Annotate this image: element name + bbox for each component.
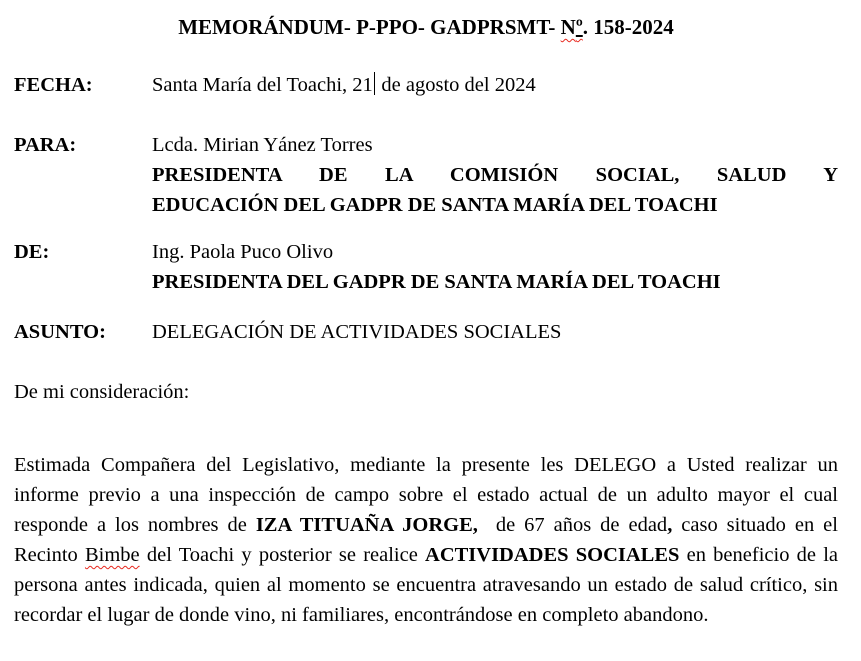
body-text: caso situado en el Recinto <box>14 514 838 566</box>
body-bold-text: IZA TITUAÑA JORGE, <box>255 514 478 536</box>
body-text: del Toachi y posterior se realice <box>139 544 426 566</box>
memo-number-n: N <box>560 15 576 39</box>
field-para <box>14 130 838 220</box>
para-recipient-name: Lcda. Mirian Yánez Torres <box>152 134 373 156</box>
salutation: De mi consideración: <box>14 381 190 403</box>
body-paragraph <box>14 450 838 630</box>
para-recipient-title-line1: PRESIDENTA DE LA COMISIÓN SOCIAL, SALUD Y <box>152 164 838 186</box>
para-recipient-title-line2: EDUCACIÓN DEL GADPR DE SANTA MARÍA DEL TOACHI <box>152 194 718 216</box>
memo-title-suffix: . 158-2024 <box>582 15 674 39</box>
memo-number <box>561 15 583 39</box>
fecha-label: FECHA: <box>14 74 93 96</box>
de-sender-title: PRESIDENTA DEL GADPR DE SANTA MARÍA DEL TOACHI <box>152 271 721 293</box>
asunto-label: ASUNTO: <box>14 321 106 343</box>
body-text: en beneficio de la persona antes indicada, quien al momento se encuentra atravesando un estado de salud crítico, sin recordar el lugar de donde vino, ni familiares, encontrándose en completo abandono. <box>14 544 838 626</box>
asunto-value: DELEGACIÓN DE ACTIVIDADES SOCIALES <box>152 321 562 343</box>
field-fecha <box>14 70 838 100</box>
body-text: Estimada Compañera del Legislativo, mediante la presente les DELEGO a Usted realizar un informe previo a una inspección de campo sobre el estado actual de un adulto mayor el cual responde a los nombres de <box>14 454 838 536</box>
de-value <box>152 237 838 297</box>
memo-title <box>14 12 838 42</box>
de-label: DE: <box>14 241 50 263</box>
field-asunto <box>14 317 838 347</box>
fecha-value <box>152 70 838 100</box>
de-sender-name: Ing. Paola Puco Olivo <box>152 241 334 263</box>
memo-title-prefix: MEMORÁNDUM- P-PPO- GADPRSMT- <box>178 15 561 39</box>
body-bold-text: , <box>667 514 673 536</box>
fecha-text-after-caret: de agosto del 2024 <box>376 74 536 96</box>
para-label: PARA: <box>14 134 77 156</box>
misspelled-word: Bimbe <box>84 544 140 566</box>
body-bold-text: ACTIVIDADES SOCIALES <box>425 544 680 566</box>
para-value <box>152 130 838 220</box>
body-text: de 67 años de edad <box>477 514 668 536</box>
memo-number-ordinal: º <box>575 15 583 39</box>
field-de <box>14 237 838 297</box>
fecha-text-before-caret: Santa María del Toachi, 21 <box>152 74 373 96</box>
